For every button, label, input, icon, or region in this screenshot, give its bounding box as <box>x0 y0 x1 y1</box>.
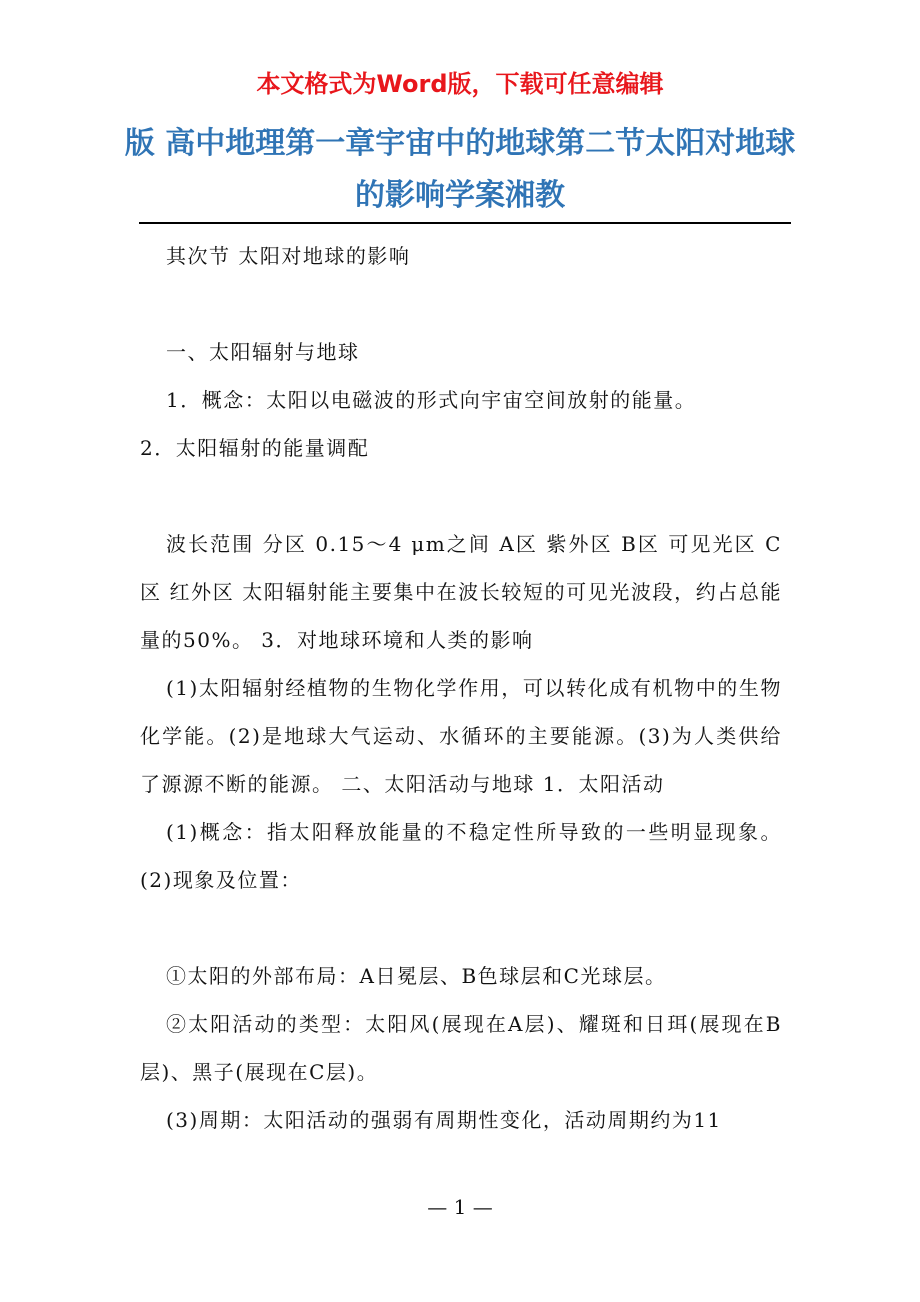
document-title: 版 高中地理第一章宇宙中的地球第二节太阳对地球的影响学案湘教 <box>124 126 796 213</box>
paragraph-activity-types: ②太阳活动的类型：太阳风(展现在A层)、耀斑和日珥(展现在B层)、黑子(展现在C层)。 <box>140 1012 782 1084</box>
blank-line <box>140 904 782 952</box>
subsection-heading-radiation: 一、太阳辐射与地球 <box>166 340 360 364</box>
blank-line <box>140 472 782 520</box>
paragraph-period: (3)周期：太阳活动的强弱有周期性变化，活动周期约为11 <box>166 1108 722 1132</box>
page-number: — 1 — <box>427 1195 493 1219</box>
paragraph-effects: (1)太阳辐射经植物的生物化学作用，可以转化成有机物中的生物化学能。(2)是地球大气运动、水循环的主要能源。(3)为人类供给了源源不断的能源。 二、太阳活动与地球 1．太阳活动 <box>140 676 782 796</box>
blank-line <box>140 280 782 328</box>
format-notice-banner: 本文格式为Word版，下载可任意编辑 <box>256 70 664 98</box>
paragraph-wavelength: 波长范围 分区 0.15～4 μm之间 A区 紫外区 B区 可见光区 C区 红外区 太阳辐射能主要集中在波长较短的可见光波段，约占总能量的50%。 3．对地球环境和人类的影响 <box>140 532 782 652</box>
section-heading: 其次节 太阳对地球的影响 <box>166 244 411 268</box>
paragraph-concept: 1．概念：太阳以电磁波的形式向宇宙空间放射的能量。 <box>166 388 697 412</box>
paragraph-energy-distribution: 2．太阳辐射的能量调配 <box>140 436 370 460</box>
document-body <box>140 232 782 1144</box>
paragraph-sun-structure: ①太阳的外部布局：A日冕层、B色球层和C光球层。 <box>166 964 667 988</box>
title-divider <box>139 222 791 224</box>
paragraph-activity-concept: (1)概念：指太阳释放能量的不稳定性所导致的一些明显现象。 (2)现象及位置： <box>140 820 782 892</box>
